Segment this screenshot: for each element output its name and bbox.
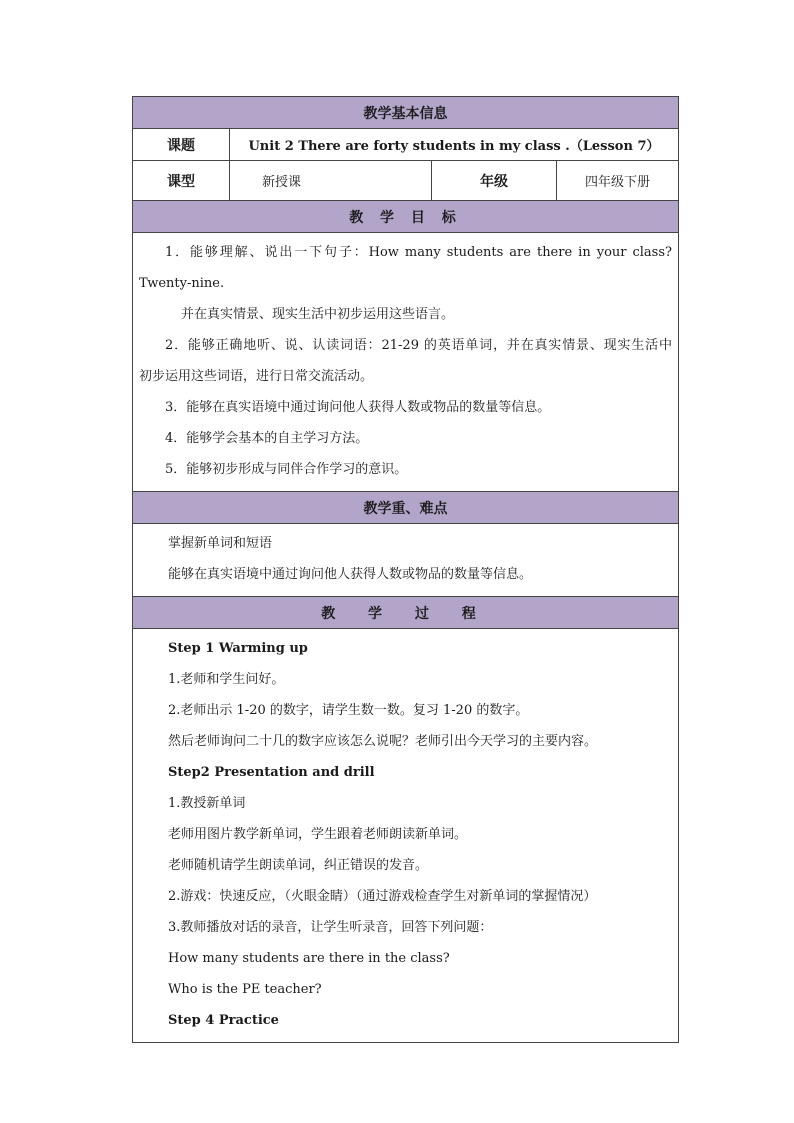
goal-line: 初步运用这些词语，进行日常交流活动。	[139, 369, 374, 384]
goal-line: 5．能够初步形成与同伴合作学习的意识。	[165, 462, 408, 477]
key-point-line: 能够在真实语境中通过询问他人获得人数或物品的数量等信息。	[168, 567, 533, 582]
step1-title: Step 1 Warming up	[168, 641, 308, 656]
topic-label: 课题	[133, 129, 230, 161]
goal-line: Twenty-nine.	[139, 276, 225, 291]
goal-line: 1．能够理解、说出一下句子：How many students are there in your class?	[165, 245, 672, 260]
process-line: 老师用图片教学新单词，学生跟着老师朗读新单词。	[168, 827, 468, 842]
process-line: 1.老师和学生问好。	[168, 672, 285, 687]
key-points-content	[133, 524, 679, 597]
type-value: 新授课	[230, 161, 432, 201]
process-line: Who is the PE teacher?	[168, 982, 322, 997]
grade-label: 年级	[432, 161, 557, 201]
process-line: 老师随机请学生朗读单词，纠正错误的发音。	[168, 858, 429, 873]
goal-line: 并在真实情景、现实生活中初步运用这些语言。	[181, 307, 455, 322]
basic-info-header: 教学基本信息	[133, 97, 679, 129]
lesson-plan-document	[132, 96, 678, 1043]
goal-line: 2．能够正确地听、说、认读词语：21-29 的英语单词，并在真实情景、现实生活中	[165, 338, 672, 353]
process-line: How many students are there in the class?	[168, 951, 450, 966]
step4-title: Step 4 Practice	[168, 1013, 279, 1028]
key-point-line: 掌握新单词和短语	[168, 536, 273, 551]
goals-content	[133, 233, 679, 492]
type-label: 课型	[133, 161, 230, 201]
lesson-plan-table	[132, 96, 679, 1043]
process-line: 2.游戏：快速反应，（火眼金睛）（通过游戏检查学生对新单词的掌握情况）	[168, 889, 597, 904]
goal-line: 3．能够在真实语境中通过询问他人获得人数或物品的数量等信息。	[165, 400, 551, 415]
process-line: 2.老师出示 1-20 的数字，请学生数一数。复习 1-20 的数字。	[168, 703, 529, 718]
process-content	[133, 629, 679, 1043]
process-line: 1.教授新单词	[168, 796, 246, 811]
key-points-header: 教学重、难点	[133, 492, 679, 524]
goals-header: 教 学 目 标	[133, 201, 679, 233]
process-line: 3.教师播放对话的录音，让学生听录音，回答下列问题：	[168, 920, 493, 935]
process-header: 教 学 过 程	[133, 597, 679, 629]
step2-title: Step2 Presentation and drill	[168, 765, 375, 780]
topic-value: Unit 2 There are forty students in my class .（Lesson 7）	[230, 129, 679, 161]
goal-line: 4．能够学会基本的自主学习方法。	[165, 431, 369, 446]
grade-value: 四年级下册	[557, 161, 679, 201]
process-line: 然后老师询问二十几的数字应该怎么说呢？老师引出今天学习的主要内容。	[168, 734, 598, 749]
